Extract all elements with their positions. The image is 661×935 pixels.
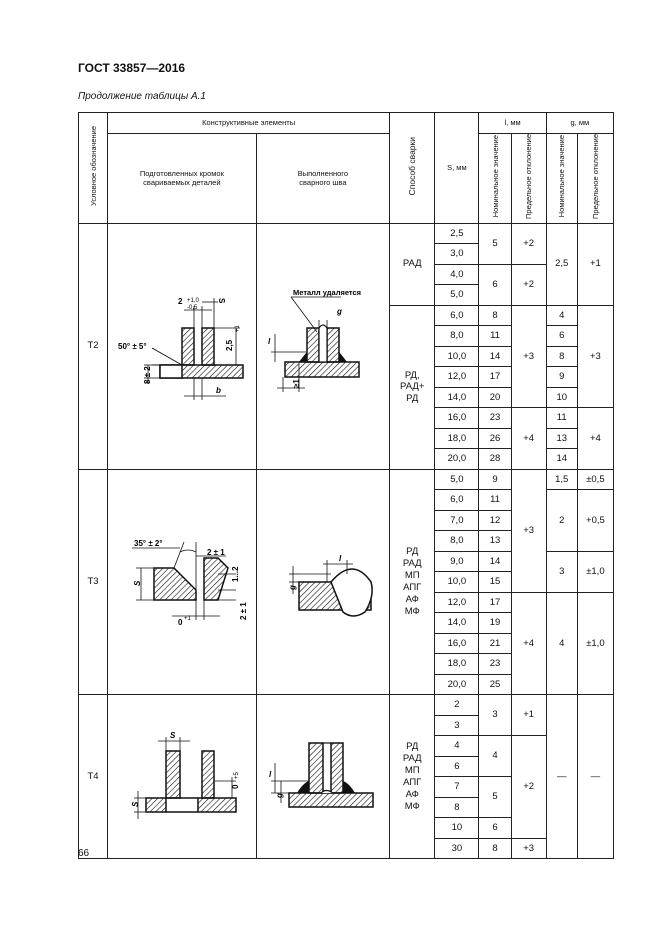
table-cell: 28 bbox=[479, 449, 511, 470]
t4-method: РД РАД МП АПГ АФ МФ bbox=[390, 695, 435, 859]
svg-text:+5: +5 bbox=[234, 772, 241, 780]
table-cell: 9,0 bbox=[435, 551, 479, 572]
table-cell: +4 bbox=[511, 408, 546, 470]
table-cell: 2 bbox=[435, 695, 479, 716]
performed-header: Выполненного сварного шва bbox=[256, 134, 390, 224]
table-cell: ±1,0 bbox=[577, 551, 613, 592]
table-cell: 17 bbox=[479, 367, 511, 388]
table-cell: 6,0 bbox=[435, 490, 479, 511]
t2-weld-g: g bbox=[336, 306, 342, 316]
table-cell: 23 bbox=[479, 408, 511, 429]
table-cell: 5 bbox=[479, 223, 511, 264]
t3-gap-label: 2 ± 1 bbox=[207, 548, 225, 558]
table-cell: 10 bbox=[546, 387, 577, 408]
table-cell: 3 bbox=[479, 695, 511, 736]
table-cell: 13 bbox=[546, 428, 577, 449]
table-cell: 16,0 bbox=[435, 408, 479, 429]
s-header: S, мм bbox=[435, 113, 479, 224]
table-cell: +3 bbox=[511, 469, 546, 592]
table-cell: 15 bbox=[479, 572, 511, 593]
t4-s-top: S bbox=[170, 731, 176, 741]
table-caption: Продолжение таблицы А.1 bbox=[78, 91, 206, 102]
table-cell: 10 bbox=[435, 818, 479, 839]
table-cell: — bbox=[577, 695, 613, 859]
table-cell: 20 bbox=[479, 387, 511, 408]
table-cell: +0,5 bbox=[577, 490, 613, 552]
table-cell: 25 bbox=[479, 674, 511, 695]
table-cell: 6 bbox=[479, 264, 511, 305]
table-cell: 5,0 bbox=[435, 469, 479, 490]
page-number: 66 bbox=[78, 848, 90, 859]
t2-s-label: S bbox=[217, 297, 227, 304]
table-cell: 18,0 bbox=[435, 654, 479, 675]
table-cell: 6 bbox=[546, 326, 577, 347]
table-cell: 11 bbox=[546, 408, 577, 429]
table-cell: 21 bbox=[479, 633, 511, 654]
table-cell: +4 bbox=[577, 408, 613, 470]
table-cell: +3 bbox=[511, 838, 546, 859]
g-header: g, мм bbox=[546, 113, 613, 134]
table-cell: 17 bbox=[479, 592, 511, 613]
table-cell: 6 bbox=[435, 756, 479, 777]
table-cell: 12,0 bbox=[435, 592, 479, 613]
table-cell: 2 bbox=[546, 490, 577, 552]
table-cell: 9 bbox=[546, 367, 577, 388]
t4-s-left: S bbox=[131, 802, 141, 808]
table-cell: +2 bbox=[511, 223, 546, 264]
table-cell: 2,5 bbox=[435, 223, 479, 244]
row-label-t3: T3 bbox=[79, 469, 108, 695]
table-cell: 8 bbox=[479, 305, 511, 326]
table-cell: 14 bbox=[479, 551, 511, 572]
welded-joints-table bbox=[78, 112, 614, 859]
structural-header: Конструктивные элементы bbox=[108, 113, 390, 134]
table-cell: 20,0 bbox=[435, 674, 479, 695]
table-cell: 8,0 bbox=[435, 326, 479, 347]
table-cell: 16,0 bbox=[435, 633, 479, 654]
table-cell: 8,0 bbox=[435, 531, 479, 552]
t2-weld-note: Металл удаляется bbox=[292, 287, 361, 297]
table-cell: 14,0 bbox=[435, 387, 479, 408]
t3-performed-drawing bbox=[256, 469, 390, 695]
table-cell: 4,0 bbox=[435, 264, 479, 285]
table-cell: 4 bbox=[479, 736, 511, 777]
table-cell: 1,5 bbox=[546, 469, 577, 490]
table-cell: +1 bbox=[577, 223, 613, 305]
t3-weld-g: g bbox=[287, 585, 297, 591]
table-cell: +1 bbox=[511, 695, 546, 736]
row-label-t2: T2 bbox=[79, 223, 108, 469]
table-cell: 2,5 bbox=[546, 223, 577, 305]
table-cell: 14 bbox=[479, 346, 511, 367]
table-cell: 8 bbox=[479, 838, 511, 859]
t3-s-label: S bbox=[133, 580, 143, 587]
table-cell: +4 bbox=[511, 592, 546, 695]
t2-b-label: b bbox=[216, 385, 221, 395]
t4-gap-label: 0 bbox=[231, 784, 241, 790]
svg-text:-0,5: -0,5 bbox=[187, 304, 198, 311]
table-cell: 5 bbox=[479, 777, 511, 818]
row-label-t4: T4 bbox=[79, 695, 108, 859]
g-limit-header: Предельное отклонение bbox=[577, 134, 613, 224]
table-cell: +3 bbox=[577, 305, 613, 408]
table-cell: +3 bbox=[511, 305, 546, 408]
table-cell: ±0,5 bbox=[577, 469, 613, 490]
t3-method: РД РАД МП АПГ АФ МФ bbox=[390, 469, 435, 695]
table-cell: 23 bbox=[479, 654, 511, 675]
t2-bottom-label: 8 ± 2 bbox=[143, 366, 153, 384]
method-header: Способ сварки bbox=[390, 113, 435, 224]
table-cell: 26 bbox=[479, 428, 511, 449]
g-nominal-header: Номинальное значение bbox=[546, 134, 577, 224]
table-cell: 3 bbox=[546, 551, 577, 592]
table-cell: 5,0 bbox=[435, 285, 479, 306]
t4-performed-drawing bbox=[256, 695, 390, 859]
t3-c2-label: 2 ± 1 bbox=[239, 602, 249, 621]
table-cell: 8 bbox=[435, 797, 479, 818]
table-cell: 11 bbox=[479, 326, 511, 347]
t2-weld-l: l bbox=[267, 336, 270, 346]
table-cell: 9 bbox=[479, 469, 511, 490]
l-limit-header: Предельное отклонение bbox=[511, 134, 546, 224]
table-cell: 3,0 bbox=[435, 244, 479, 265]
t3-angle-label: 35° ± 2° bbox=[134, 539, 163, 549]
table-cell: 19 bbox=[479, 613, 511, 634]
svg-text:+1,0: +1,0 bbox=[187, 297, 199, 304]
t2-method-a: РАД bbox=[390, 223, 435, 305]
table-cell: — bbox=[546, 695, 577, 859]
table-cell: 14,0 bbox=[435, 613, 479, 634]
table-cell: 12,0 bbox=[435, 367, 479, 388]
t2-method-b: РД, РАД+ РД bbox=[390, 305, 435, 469]
table-cell: 4 bbox=[546, 305, 577, 326]
table-cell: 8 bbox=[546, 346, 577, 367]
t2-performed-drawing bbox=[256, 223, 390, 469]
t4-prepared-drawing bbox=[108, 695, 257, 859]
table-cell: 13 bbox=[479, 531, 511, 552]
t2-angle-label: 50° ± 5° bbox=[118, 341, 147, 351]
t2-prepared-drawing bbox=[108, 223, 257, 469]
table-cell: +2 bbox=[511, 736, 546, 839]
t3-zero-label: 0 bbox=[178, 618, 183, 628]
table-cell: ±1,0 bbox=[577, 592, 613, 695]
table-cell: 6 bbox=[479, 818, 511, 839]
table-cell: 10,0 bbox=[435, 346, 479, 367]
table-cell: 6,0 bbox=[435, 305, 479, 326]
t2-gap-label: 2 bbox=[178, 296, 183, 306]
svg-text:+1: +1 bbox=[184, 616, 191, 623]
svg-text:+1: +1 bbox=[235, 325, 242, 332]
prepared-header: Подготовленных кромок свариваемых деталей bbox=[108, 134, 257, 224]
table-cell: 4 bbox=[435, 736, 479, 757]
t3-c-label: 1...2 bbox=[231, 566, 241, 583]
t4-weld-l: l bbox=[268, 770, 271, 780]
table-cell: +2 bbox=[511, 264, 546, 305]
l-nominal-header: Номинальное значение bbox=[479, 134, 511, 224]
designation-header: Условное обозначение bbox=[79, 113, 108, 224]
table-cell: 20,0 bbox=[435, 449, 479, 470]
table-cell: 3 bbox=[435, 715, 479, 736]
table-cell: 30 bbox=[435, 838, 479, 859]
table-cell: 18,0 bbox=[435, 428, 479, 449]
table-cell: 4 bbox=[546, 592, 577, 695]
l-header: l, мм bbox=[479, 113, 546, 134]
document-header: ГОСТ 33857—2016 bbox=[78, 61, 186, 75]
t2-height-label: 2,5 bbox=[225, 339, 235, 351]
table-cell: 12 bbox=[479, 510, 511, 531]
t4-weld-g: g bbox=[274, 793, 284, 799]
table-cell: 14 bbox=[546, 449, 577, 470]
t2-weld-e: ≥1 bbox=[291, 379, 301, 388]
t3-prepared-drawing bbox=[108, 469, 257, 695]
table-cell: 10,0 bbox=[435, 572, 479, 593]
table-cell: 7 bbox=[435, 777, 479, 798]
t3-weld-l: l bbox=[338, 554, 341, 564]
table-cell: 7,0 bbox=[435, 510, 479, 531]
table-cell: 11 bbox=[479, 490, 511, 511]
